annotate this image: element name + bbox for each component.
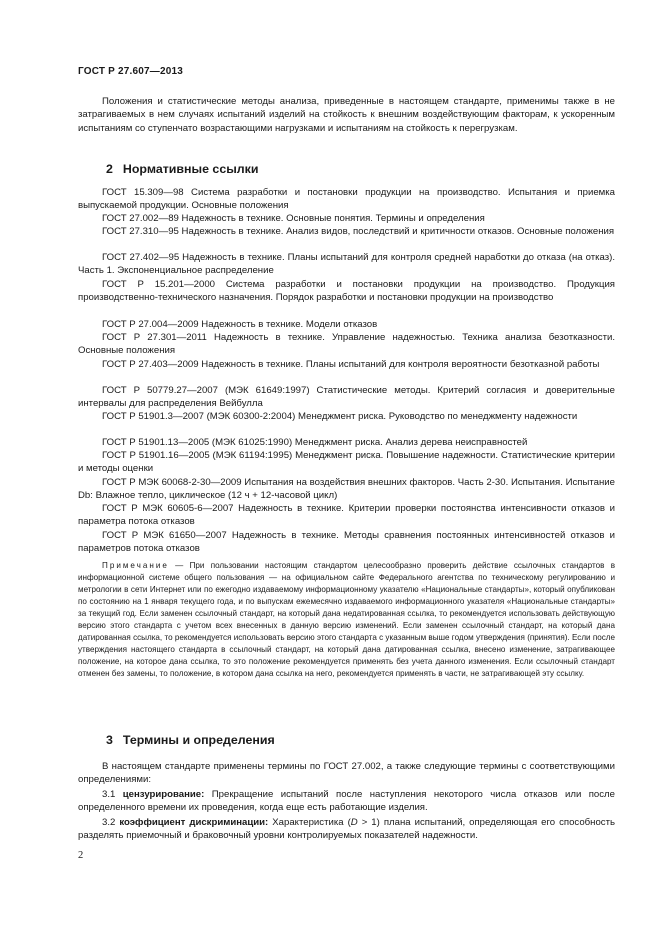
document-header: ГОСТ Р 27.607—2013 (78, 66, 184, 77)
note-paragraph (78, 560, 615, 680)
page-number: 2 (78, 850, 84, 861)
reference-item: ГОСТ Р 27.301—2011 Надежность в технике. Управление надежностью. Техника анализа безотказности. Основные положения (78, 332, 615, 356)
term-entry (78, 816, 615, 843)
term-entry (78, 788, 615, 815)
intro-paragraph: Положения и статистические методы анализа, приведенные в настоящем стандарте, применимы также в не затрагиваемых в нем случаях испытаний изделий на стойкость к внешним воздействующим факторам, к ускоренным испытаниям со ступенчато возрастающими нагрузками и испытаниям на стойкость к перегрузкам. (78, 96, 615, 134)
reference-item: ГОСТ Р 51901.3—2007 (МЭК 60300-2:2004) Менеджмент риска. Руководство по менеджменту надежности (102, 411, 578, 422)
section-number: 3 (106, 733, 113, 747)
section-3-intro: В настоящем стандарте применены термины по ГОСТ 27.002, а также следующие термины с соответствующими определениями: (78, 761, 615, 786)
section-title: Нормативные ссылки (122, 162, 259, 176)
term-name: цензурирование: (122, 789, 205, 800)
reference-item: ГОСТ Р 51901.16—2005 (МЭК 61194:1995) Менеджмент риска. Повышение надежности. Статистические критерии и методы оценки (78, 450, 615, 474)
section-3-heading (106, 733, 275, 747)
reference-item: ГОСТ Р 15.201—2000 Система разработки и постановки продукции на производство. Продукция производственно-технического назначения. Порядок разработки и постановки продукции на производство (78, 279, 615, 303)
note-text: — При пользовании настоящим стандартом целесообразно проверить действие ссылочных стандартов в информационной системе общего пользования — на официальном сайте Федерального агентства по техническому регулированию и метрологии в сети Интернет или по ежегодно издаваемому информационному указателю «Национальные стандарты», который опубликован по состоянию на 1 января текущего года, и по выпускам ежемесячно издаваемого информационного указателя «Национальные стандарты» за текущий год. Если заменен ссылочный стандарт, на который дана недатированная ссылка, то рекомендуется использовать действующую версию этого стандарта с учетом всех внесенных в данную версию изменений. Если заменен ссылочный стандарт, на который дана датированная ссылка, то рекомендуется использовать версию этого стандарта с указанным выше годом утверждения (принятия). Если после утверждения настоящего стандарта в ссылочный стандарт, на который дана датированная ссылка, внесено изменение, затрагивающее положение, на которое дана ссылка, то это положение рекомендуется применять без учета данного изменения. Если ссылочный стандарт отменен без замены, то положение, в котором дана ссылка на него, рекомендуется применять в части, не затрагивающей эту ссылку. (78, 561, 615, 678)
term-number: 3.2 (102, 817, 116, 828)
term-number: 3.1 (102, 789, 116, 800)
term-definition-cont: > 1) плана испытаний, определяющая его способность разделять приемочный и браковочный уровни контролируемых показателей надежности. (78, 817, 615, 842)
reference-item: ГОСТ 27.402—95 Надежность в технике. Планы испытаний для контроля средней наработки до отказа (на отказ). Часть 1. Экспоненциальное распределение (78, 252, 615, 276)
reference-item: ГОСТ Р 27.403—2009 Надежность в технике. Планы испытаний для контроля вероятности безотказной работы (102, 359, 600, 370)
section-number: 2 (106, 162, 113, 176)
reference-item: ГОСТ Р МЭК 60068-2-30—2009 Испытания на воздействия внешних факторов. Часть 2-30. Испытания. Испытание Db: Влажное тепло, циклическое (12 ч + 12-часовой цикл) (78, 477, 615, 501)
section-title: Термины и определения (122, 733, 275, 747)
reference-item: ГОСТ Р 50779.27—2007 (МЭК 61649:1997) Статистические методы. Критерий согласия и доверительные интервалы для распределения Вейбулла (78, 385, 615, 409)
note-label: Примечание (102, 561, 169, 570)
term-definition: Характеристика ( (272, 817, 351, 828)
reference-item: ГОСТ 15.309—98 Система разработки и постановки продукции на производство. Испытания и приемка выпускаемой продукции. Основные положения (78, 187, 615, 211)
reference-item: ГОСТ Р 51901.13—2005 (МЭК 61025:1990) Менеджмент риска. Анализ дерева неисправностей (102, 437, 528, 448)
term-symbol: D (350, 817, 358, 828)
reference-item: ГОСТ 27.310—95 Надежность в технике. Анализ видов, последствий и критичности отказов. Основные положения (102, 226, 615, 237)
reference-item: ГОСТ Р МЭК 60605-6—2007 Надежность в технике. Критерии проверки постоянства интенсивности отказов и параметра потока отказов (78, 503, 615, 527)
reference-item: ГОСТ Р 27.004—2009 Надежность в технике. Модели отказов (102, 319, 378, 330)
reference-item: ГОСТ 27.002—89 Надежность в технике. Основные понятия. Термины и определения (102, 213, 485, 224)
term-definition: Прекращение испытаний после наступления некоторого числа отказов или после определенного времени их проведения, когда еще есть работающие изделия. (78, 789, 615, 814)
term-name: коэффициент дискриминации: (119, 817, 269, 828)
reference-item: ГОСТ Р МЭК 61650—2007 Надежность в технике. Методы сравнения постоянных интенсивностей отказов и параметров потока отказов (78, 530, 615, 554)
section-2-heading (106, 162, 258, 176)
